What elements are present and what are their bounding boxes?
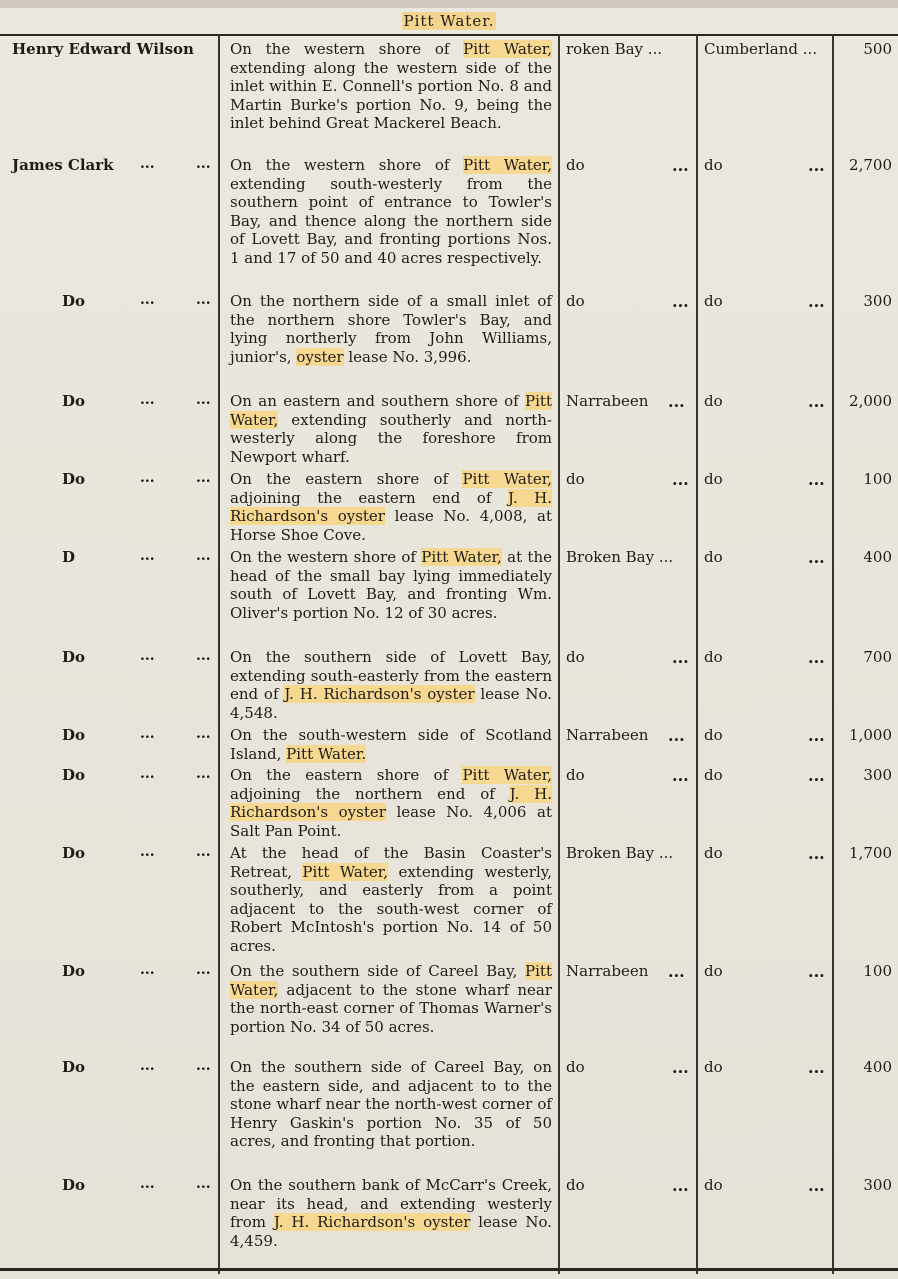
leader-dots: ... — [140, 156, 155, 172]
county: do — [704, 844, 723, 862]
leader-dots: ... — [196, 470, 211, 486]
leader-dots: ... — [672, 766, 689, 785]
area-value: 300 — [863, 292, 892, 310]
description-text: lease No. 4,548. — [230, 685, 552, 722]
description-text: On the western shore of — [230, 40, 464, 58]
description-text: extending westerly, southerly, and easterly from a point adjacent to the south-west corner of Robert McIntosh's portion No. 14 of 50 acres. — [230, 862, 552, 955]
bay-or-parish: do — [566, 1176, 585, 1194]
highlighted-term: J. H. Richardson's oyster — [230, 784, 552, 822]
bay-or-parish: Narrabeen — [566, 962, 649, 980]
area-value: 2,000 — [849, 392, 892, 410]
section-title — [0, 8, 898, 34]
column-divider — [832, 34, 834, 1274]
leader-dots: ... — [140, 726, 155, 742]
description-text: On the southern bank of McCarr's Creek, near its head, and extending westerly from — [230, 1176, 552, 1232]
description-text: lease No. 3,996. — [343, 347, 472, 366]
leader-dots: ... — [668, 726, 685, 745]
highlighted-term: J. H. Richardson's oyster — [273, 1213, 471, 1232]
bay-or-parish: do — [566, 292, 585, 310]
location-description — [230, 726, 552, 763]
description-text: adjoining the eastern end of — [230, 488, 508, 507]
area-value: 1,000 — [849, 726, 892, 744]
leader-dots: ... — [672, 1176, 689, 1195]
leader-dots: ... — [672, 470, 689, 489]
leader-dots: ... — [808, 648, 825, 667]
leader-dots: ... — [668, 392, 685, 411]
bay-or-parish: do — [566, 156, 585, 174]
description-text: On the southern side of Lovett Bay, extending south-easterly from the eastern end of — [230, 648, 552, 704]
county: do — [704, 1058, 723, 1076]
description-text: lease No. 4,459. — [230, 1213, 553, 1250]
location-description — [230, 1176, 552, 1250]
county: do — [704, 726, 723, 744]
bay-or-parish: do — [566, 766, 585, 784]
applicant-name: James Clark — [12, 156, 114, 174]
description-text: On the eastern shore of — [230, 766, 463, 784]
highlighted-term: J. H. Richardson's oyster — [230, 488, 552, 526]
bay-or-parish: roken Bay ... — [566, 40, 663, 58]
county: do — [704, 470, 723, 488]
bay-or-parish: do — [566, 470, 585, 488]
applicant-name: Do — [62, 844, 86, 862]
leader-dots: ... — [808, 392, 825, 411]
description-text: extending southerly and north-westerly along the foreshore from Newport wharf. — [230, 410, 552, 466]
leader-dots: ... — [668, 962, 685, 981]
column-divider — [696, 34, 698, 1274]
leader-dots: ... — [196, 156, 211, 172]
highlighted-term: Pitt Water, — [421, 548, 502, 566]
area-value: 300 — [863, 1176, 892, 1194]
location-description — [230, 766, 552, 840]
leader-dots: ... — [140, 766, 155, 782]
description-text: On the western shore of — [230, 156, 464, 174]
location-description — [230, 962, 552, 1036]
leader-dots: ... — [140, 470, 155, 486]
highlighted-term: Pitt Water, — [462, 766, 552, 784]
highlighted-term: Pitt Water, — [462, 470, 552, 488]
leader-dots: ... — [196, 648, 211, 664]
location-description — [230, 648, 552, 722]
leader-dots: ... — [196, 726, 211, 742]
location-description — [230, 292, 552, 366]
county: Cumberland ... — [704, 40, 818, 58]
bottom-rule — [0, 1268, 898, 1271]
applicant-name: Do — [62, 292, 86, 310]
description-text: extending south-westerly from the southern point of entrance to Towler's Bay, and thence along the northern side of Lovett Bay, and fronting portions Nos. 1 and 17 of 50 and 40 acres respectively. — [230, 174, 552, 267]
leader-dots: ... — [140, 962, 155, 978]
description-text: On the south-western side of Scotland Island, — [230, 726, 552, 763]
highlighted-term: Pitt Water, — [302, 862, 389, 881]
location-description — [230, 392, 552, 466]
bay-or-parish: Narrabeen — [566, 392, 649, 410]
location-description — [230, 470, 552, 544]
leader-dots: ... — [808, 844, 825, 863]
applicant-name: Do — [62, 766, 86, 784]
description-text: lease No. 4,008, at Horse Shoe Cove. — [230, 507, 553, 544]
column-divider — [558, 34, 560, 1274]
bay-or-parish: Broken Bay ... — [566, 844, 674, 862]
area-value: 500 — [863, 40, 892, 58]
leader-dots: ... — [808, 962, 825, 981]
leader-dots: ... — [672, 292, 689, 311]
area-value: 2,700 — [849, 156, 892, 174]
county: do — [704, 292, 723, 310]
highlighted-term: Pitt Water, — [230, 962, 552, 999]
leader-dots: ... — [196, 962, 211, 978]
leader-dots: ... — [140, 292, 155, 308]
leader-dots: ... — [140, 548, 155, 564]
leader-dots: ... — [196, 392, 211, 408]
description-text: On the western shore of — [230, 548, 422, 566]
location-description — [230, 548, 552, 622]
highlighted-term: Pitt Water, — [463, 156, 552, 174]
applicant-name: Do — [62, 392, 86, 410]
county: do — [704, 548, 723, 566]
leader-dots: ... — [808, 292, 825, 311]
location-description — [230, 844, 552, 956]
area-value: 700 — [863, 648, 892, 666]
leader-dots: ... — [140, 1176, 155, 1192]
applicant-name: Do — [62, 1058, 86, 1076]
leader-dots: ... — [196, 766, 211, 782]
description-text: On the northern side of a small inlet of the northern shore Towler's Bay, and lying northerly from John Williams, junior's, — [230, 292, 552, 366]
location-description — [230, 40, 552, 133]
area-value: 400 — [863, 1058, 892, 1076]
description-text: On the eastern shore of — [230, 470, 463, 488]
header-rule — [0, 34, 898, 36]
leader-dots: ... — [808, 548, 825, 567]
applicant-name: Do — [62, 962, 86, 980]
county: do — [704, 648, 723, 666]
applicant-name: D — [62, 548, 76, 566]
leader-dots: ... — [808, 726, 825, 745]
description-text: On the southern side of Careel Bay, — [230, 962, 526, 980]
highlighted-term: Pitt Water, — [463, 40, 552, 58]
leader-dots: ... — [808, 470, 825, 489]
leader-dots: ... — [140, 392, 155, 408]
leader-dots: ... — [140, 1058, 155, 1074]
county: do — [704, 392, 723, 410]
top-border — [0, 0, 898, 8]
leader-dots: ... — [140, 844, 155, 860]
leader-dots: ... — [808, 156, 825, 175]
highlighted-term: Pitt Water. — [286, 744, 367, 763]
county: do — [704, 1176, 723, 1194]
applicant-name: Do — [62, 726, 86, 744]
area-value: 400 — [863, 548, 892, 566]
highlighted-term: oyster — [296, 347, 344, 366]
description-text: at the head of the small bay lying immediately south of Lovett Bay, and fronting Wm. Oliver's portion No. 12 of 30 acres. — [230, 548, 553, 622]
bay-or-parish: Narrabeen — [566, 726, 649, 744]
description-text: adjoining the northern end of — [230, 784, 510, 803]
leader-dots: ... — [672, 156, 689, 175]
applicant-name: Henry Edward Wilson — [12, 40, 194, 58]
area-value: 100 — [863, 962, 892, 980]
bay-or-parish: do — [566, 648, 585, 666]
description-text: lease No. 4,006 at Salt Pan Point. — [230, 803, 552, 840]
description-text: On an eastern and southern shore of — [230, 392, 526, 410]
bay-or-parish: Broken Bay ... — [566, 548, 674, 566]
description-text: At the head of the Basin Coaster's Retreat, — [230, 844, 552, 881]
applicant-name: Do — [62, 648, 86, 666]
county: do — [704, 766, 723, 784]
leader-dots: ... — [808, 1176, 825, 1195]
county: do — [704, 156, 723, 174]
applicant-name: Do — [62, 1176, 86, 1194]
leader-dots: ... — [196, 1058, 211, 1074]
location-description — [230, 156, 552, 268]
county: do — [704, 962, 723, 980]
highlighted-term: Pitt Water, — [230, 392, 552, 429]
leader-dots: ... — [672, 1058, 689, 1077]
leader-dots: ... — [140, 648, 155, 664]
area-value: 100 — [863, 470, 892, 488]
description-text: extending along the western side of the inlet within E. Connell's portion No. 8 and Martin Burke's portion No. 9, being the inlet behind Great Mackerel Beach. — [230, 58, 552, 133]
area-value: 300 — [863, 766, 892, 784]
bay-or-parish: do — [566, 1058, 585, 1076]
leader-dots: ... — [196, 292, 211, 308]
leader-dots: ... — [196, 548, 211, 564]
leader-dots: ... — [196, 844, 211, 860]
leader-dots: ... — [808, 766, 825, 785]
leader-dots: ... — [808, 1058, 825, 1077]
description-text: On the southern side of Careel Bay, on the eastern side, and adjacent to to the stone wharf near the north-west corner of Henry Gaskin's portion No. 35 of 50 acres, and fronting that portion. — [230, 1058, 552, 1151]
leader-dots: ... — [196, 1176, 211, 1192]
leader-dots: ... — [672, 648, 689, 667]
area-value: 1,700 — [849, 844, 892, 862]
applicant-name: Do — [62, 470, 86, 488]
highlighted-term: J. H. Richardson's oyster — [284, 685, 475, 704]
column-divider — [218, 34, 220, 1274]
description-text: adjacent to the stone wharf near the north-east corner of Thomas Warner's portion No. 34 of 50 acres. — [230, 980, 552, 1036]
location-description — [230, 1058, 552, 1151]
section-title-text: Pitt Water. — [403, 12, 495, 30]
